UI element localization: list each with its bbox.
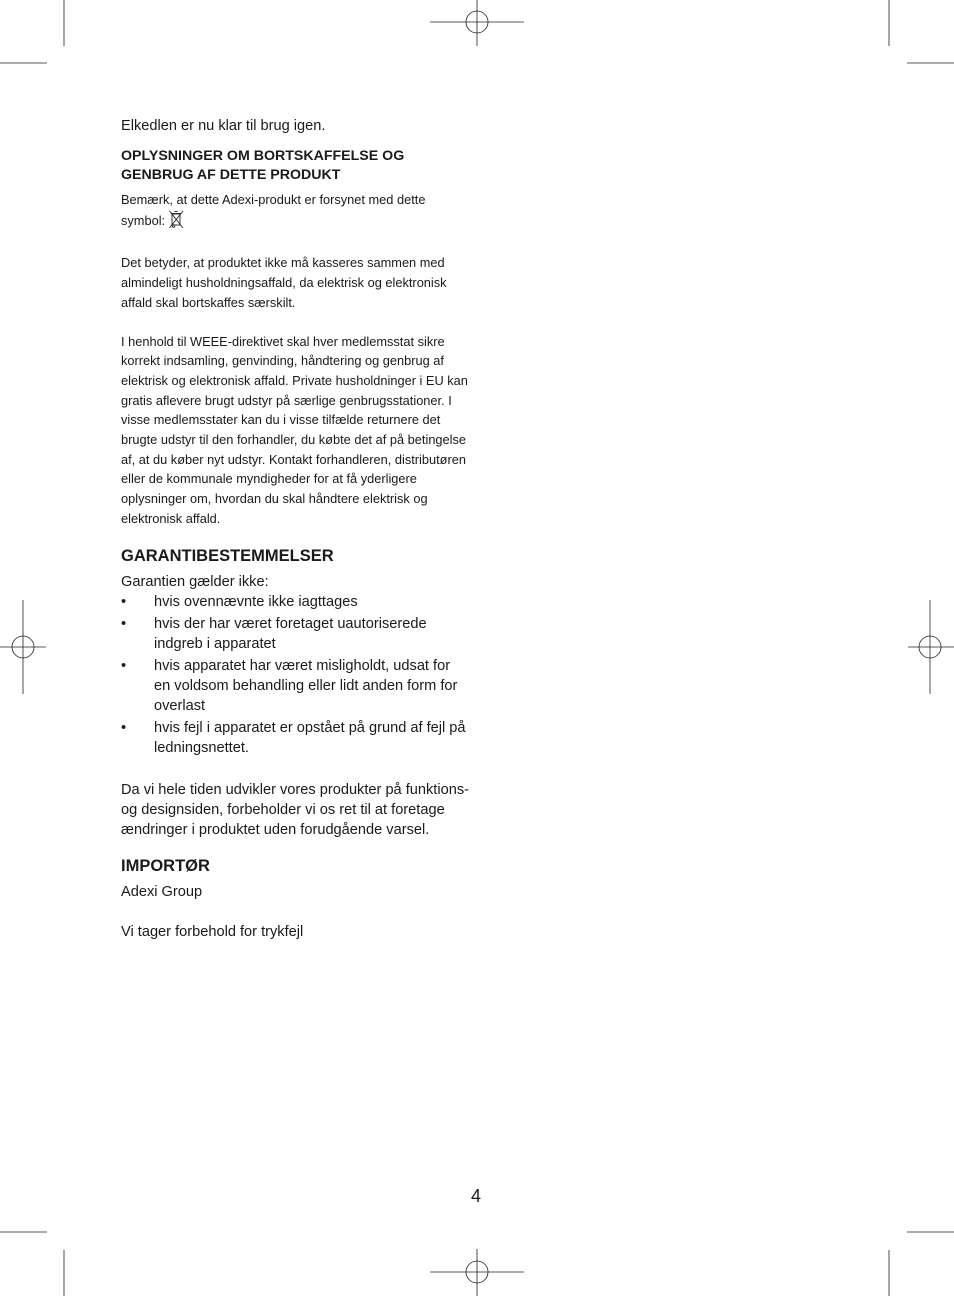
warranty-item-text: hvis der har været foretaget uautoriserede indgreb i apparatet bbox=[154, 615, 427, 652]
warranty-item-text: hvis fejl i apparatet er opstået på grund af fejl på ledningsnettet. bbox=[154, 719, 466, 756]
warranty-item bbox=[121, 614, 469, 654]
disposal-heading-line1: OPLYSNINGER OM BORTSKAFFELSE OG bbox=[121, 148, 405, 164]
intro-text: Elkedlen er nu klar til brug igen. bbox=[121, 118, 326, 134]
warranty-item bbox=[121, 718, 469, 758]
warranty-item bbox=[121, 656, 469, 716]
disposal-heading-line2: GENBRUG AF DETTE PRODUKT bbox=[121, 167, 341, 183]
warranty-item-text: hvis ovennævnte ikke iagttages bbox=[154, 593, 358, 610]
disposal-note bbox=[121, 190, 469, 234]
print-error-disclaimer: Vi tager forbehold for trykfejl bbox=[121, 923, 304, 940]
weee-paragraph: I henhold til WEEE-direktivet skal hver medlemsstat sikre korrekt indsamling, genvinding, håndtering og genbrug af elektrisk og elektronisk affald. Private husholdninger i EU kan gratis aflevere brugt udstyr på særlige genbrugsstationer. I visse medlemsstater kan du i visse tilfælde returnere det brugte udstyr til den forhandler, du købte det af på betingelse af, at du køber nyt udstyr. Kontakt forhandleren, distributøren eller de kommunale myndigheder for at få yderligere oplysninger om, hvordan du skal håndtere elektrisk og elektronisk affald. bbox=[121, 333, 468, 526]
bullet: • bbox=[121, 593, 127, 610]
disposal-meaning: Det betyder, at produktet ikke må kasseres sammen med almindeligt husholdningsaffald, da elektrisk og elektronisk affald skal bortskaffes særskilt. bbox=[121, 255, 447, 310]
page-number: 4 bbox=[471, 1186, 482, 1206]
importer-heading: IMPORTØR bbox=[121, 856, 210, 875]
warranty-item bbox=[121, 592, 469, 612]
disposal-note-text: Bemærk, at dette Adexi-produkt er forsynet med dette symbol: bbox=[121, 192, 426, 228]
bullet: • bbox=[121, 615, 127, 632]
crossed-out-wheelie-bin-icon bbox=[169, 210, 184, 235]
bullet: • bbox=[121, 657, 127, 674]
content-column bbox=[121, 116, 469, 942]
warranty-heading: GARANTIBESTEMMELSER bbox=[121, 546, 334, 565]
product-reservation-text: Da vi hele tiden udvikler vores produkter på funktions- og designsiden, forbeholder vi os ret til at foretage ændringer i produktet uden forudgående varsel. bbox=[121, 781, 469, 838]
bullet: • bbox=[121, 719, 127, 736]
warranty-intro: Garantien gælder ikke: bbox=[121, 573, 269, 590]
importer-name: Adexi Group bbox=[121, 883, 203, 900]
warranty-list bbox=[121, 592, 469, 758]
warranty-item-text: hvis apparatet har været misligholdt, udsat for en voldsom behandling eller lidt anden form for overlast bbox=[154, 657, 458, 714]
